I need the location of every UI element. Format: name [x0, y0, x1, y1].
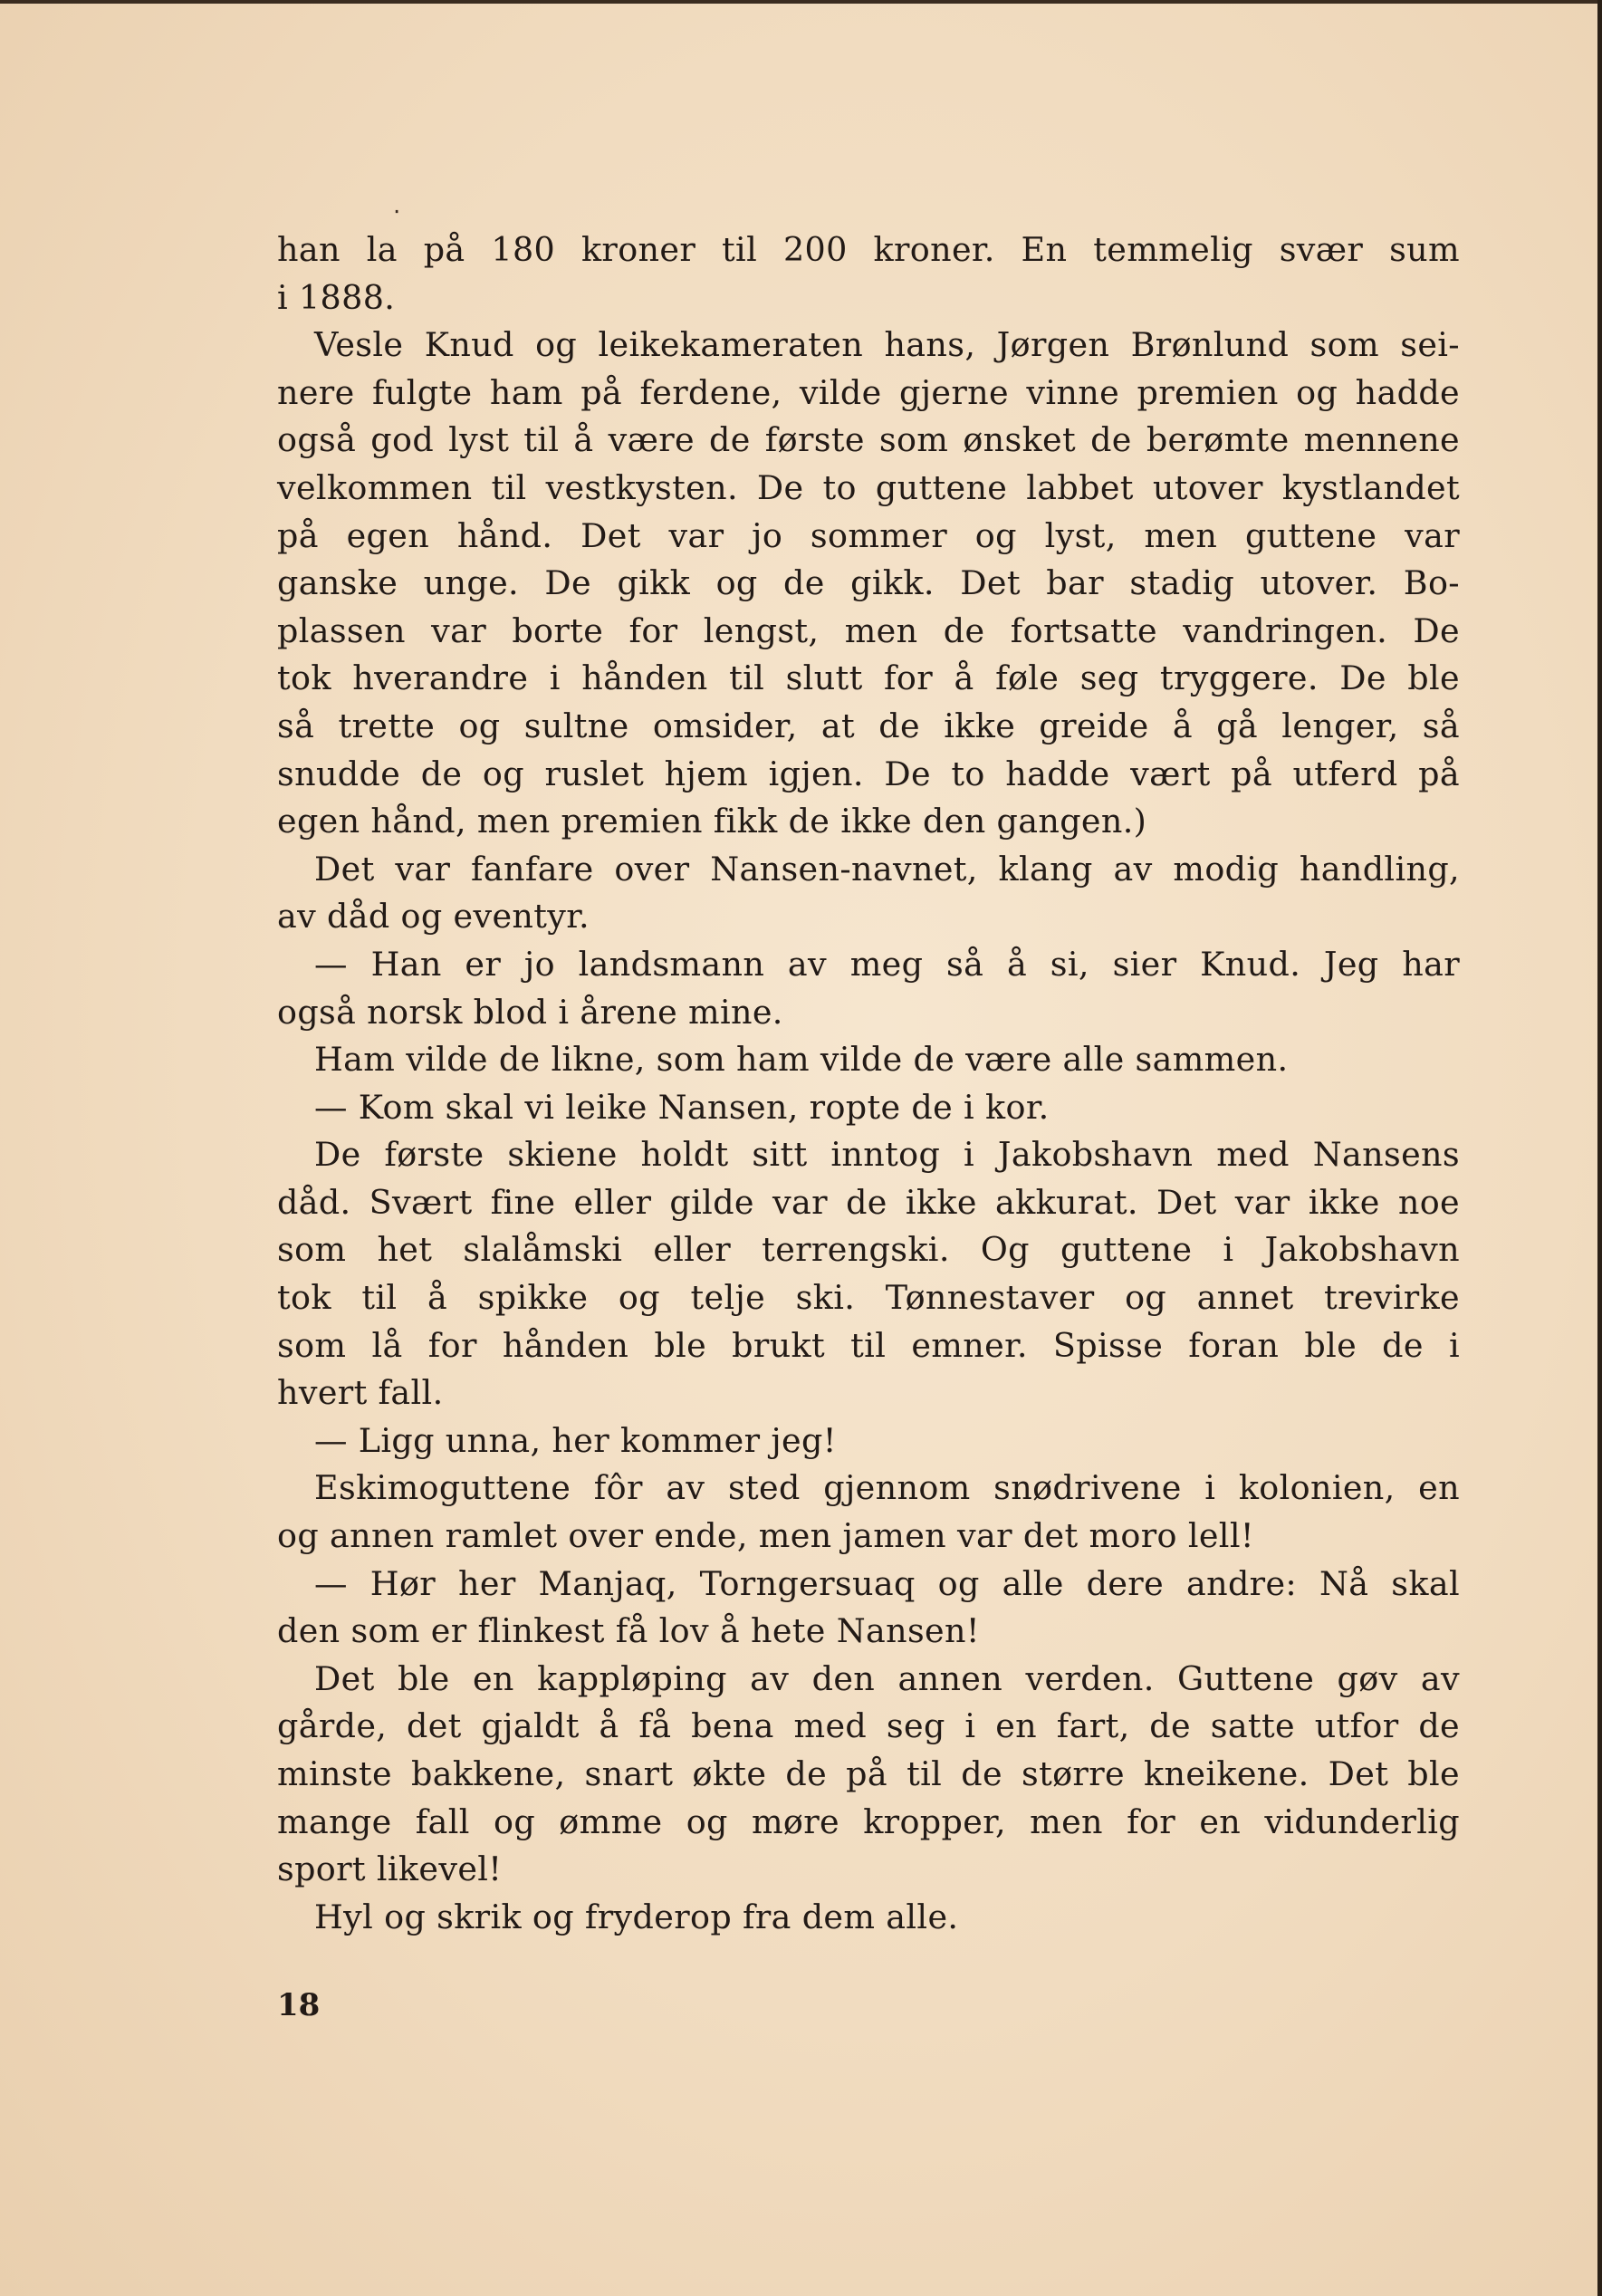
ink-speck: ‧: [393, 199, 401, 226]
text-line: som lå for hånden ble brukt til emner. Spisse foran ble de i: [277, 1325, 1460, 1365]
scan-edge-top: [0, 0, 1602, 4]
text-line: egen hånd, men premien fikk de ikke den gangen.): [277, 802, 1147, 841]
text-line: — Kom skal vi leike Nansen, ropte de i kor.: [314, 1087, 1050, 1127]
scan-edge-right: [1597, 0, 1602, 2296]
text-line: også norsk blod i årene mine.: [277, 992, 783, 1032]
text-line: velkommen til vestkysten. De to guttene labbet utover kystlandet: [277, 467, 1460, 507]
text-line: — Ligg unna, her kommer jeg!: [314, 1420, 837, 1460]
text-line: Eskimoguttene fôr av sted gjennom snødrivene i kolonien, en: [314, 1468, 1460, 1508]
text-line: og annen ramlet over ende, men jamen var det moro lell!: [277, 1516, 1254, 1556]
text-line: plassen var borte for lengst, men de fortsatte vandringen. De: [277, 610, 1460, 650]
text-line: nere fulgte ham på ferdene, vilde gjerne vinne premien og hadde: [277, 372, 1460, 412]
body-text: [277, 226, 1460, 1941]
text-line: som het slalåmski eller terrengski. Og guttene i Jakobshavn: [277, 1230, 1460, 1270]
text-line: Hyl og skrik og fryderop fra dem alle.: [314, 1897, 959, 1936]
text-line: minste bakkene, snart økte de på til de større kneikene. Det ble: [277, 1754, 1460, 1793]
text-line: han la på 180 kroner til 200 kroner. En temmelig svær sum: [277, 230, 1460, 269]
text-line: også god lyst til å være de første som ønsket de berømte mennene: [277, 420, 1460, 460]
text-line: Ham vilde de likne, som ham vilde de være alle sammen.: [314, 1040, 1289, 1080]
text-line: på egen hånd. Det var jo sommer og lyst, men guttene var: [277, 515, 1460, 555]
page-number: 18: [277, 1987, 321, 2023]
text-line: så trette og sultne omsider, at de ikke greide å gå lenger, så: [277, 706, 1460, 745]
text-line: — Han er jo landsmann av meg så å si, sier Knud. Jeg har: [314, 944, 1460, 984]
text-line: — Hør her Manjaq, Torngersuaq og alle dere andre: Nå skal: [314, 1563, 1460, 1603]
text-line: ganske unge. De gikk og de gikk. Det bar stadig utover. Bo-: [277, 563, 1460, 603]
text-line: hvert fall.: [277, 1373, 444, 1413]
text-line: snudde de og ruslet hjem igjen. De to hadde vært på utferd på: [277, 754, 1460, 793]
text-line: av dåd og eventyr.: [277, 897, 590, 937]
text-line: i 1888.: [277, 277, 396, 317]
text-line: tok hverandre i hånden til slutt for å føle seg tryggere. De ble: [277, 658, 1460, 698]
text-line: tok til å spikke og telje ski. Tønnestaver og annet trevirke: [277, 1278, 1460, 1318]
text-line: De første skiene holdt sitt inntog i Jakobshavn med Nansens: [314, 1135, 1460, 1175]
text-line: Det ble en kappløping av den annen verden. Guttene gøv av: [314, 1658, 1460, 1698]
text-line: sport likevel!: [277, 1849, 503, 1889]
text-line: gårde, det gjaldt å få bena med seg i en fart, de satte utfor de: [277, 1706, 1460, 1746]
text-line: den som er flinkest få lov å hete Nansen!: [277, 1611, 980, 1651]
text-line: mange fall og ømme og møre kropper, men for en vidunderlig: [277, 1801, 1460, 1841]
text-line: dåd. Svært fine eller gilde var de ikke akkurat. Det var ikke noe: [277, 1182, 1460, 1222]
text-line: Det var fanfare over Nansen-navnet, klang av modig handling,: [314, 849, 1460, 889]
text-line: Vesle Knud og leikekameraten hans, Jørgen Brønlund som sei-: [314, 325, 1460, 365]
